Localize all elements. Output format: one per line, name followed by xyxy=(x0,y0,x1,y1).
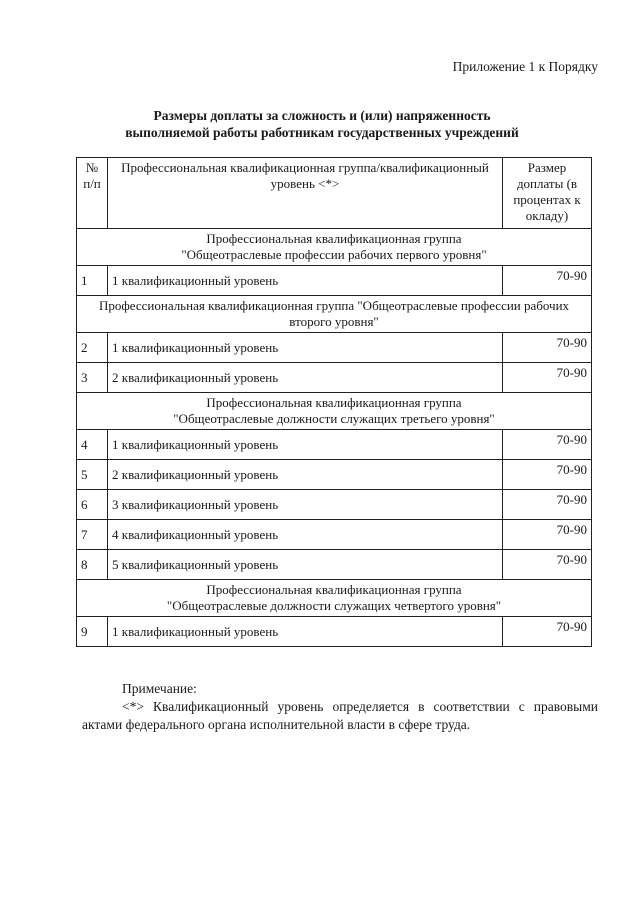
row-number: 7 xyxy=(77,520,108,550)
group-title-line-1: Профессиональная квалификационная группа xyxy=(206,582,462,597)
row-number: 1 xyxy=(77,266,108,296)
row-level: 2 квалификационный уровень xyxy=(108,460,503,490)
group-title-line-1: Профессиональная квалификационная группа "Общеотраслевые профессии рабочих xyxy=(98,298,570,313)
row-rate: 70-90 xyxy=(503,333,592,363)
row-number: 5 xyxy=(77,460,108,490)
row-number: 4 xyxy=(77,430,108,460)
group-title xyxy=(77,393,592,430)
row-number: 6 xyxy=(77,490,108,520)
header-rate: Размер доплаты (в процентах к окладу) xyxy=(503,158,592,229)
group-title-line-2: второго уровня" xyxy=(289,314,379,329)
title-line-2: выполняемой работы работникам государственных учреждений xyxy=(125,125,519,140)
row-number: 3 xyxy=(77,363,108,393)
group-row xyxy=(77,296,592,333)
row-number: 8 xyxy=(77,550,108,580)
row-level: 3 квалификационный уровень xyxy=(108,490,503,520)
table-body xyxy=(77,229,592,647)
group-row xyxy=(77,393,592,430)
group-row xyxy=(77,229,592,266)
row-rate: 70-90 xyxy=(503,363,592,393)
table-row xyxy=(77,520,592,550)
note-text: <*> Квалификационный уровень определяется в соответствии с правовыми актами федерального органа исполнительной власти в сфере труда. xyxy=(82,699,598,732)
row-number: 2 xyxy=(77,333,108,363)
table-row xyxy=(77,490,592,520)
group-title-line-2: "Общеотраслевые должности служащих четвертого уровня" xyxy=(166,598,502,613)
table-row xyxy=(77,460,592,490)
table-row xyxy=(77,617,592,647)
group-title xyxy=(77,580,592,617)
group-title xyxy=(77,296,592,333)
group-title-line-2: "Общеотраслевые профессии рабочих первого уровня" xyxy=(181,247,487,262)
row-rate: 70-90 xyxy=(503,266,592,296)
table-row xyxy=(77,550,592,580)
group-title-line-1: Профессиональная квалификационная группа xyxy=(206,395,462,410)
table-row xyxy=(77,430,592,460)
row-level: 1 квалификационный уровень xyxy=(108,266,503,296)
document-title xyxy=(72,107,572,141)
group-title-line-2: "Общеотраслевые должности служащих третьего уровня" xyxy=(173,411,495,426)
row-level: 5 квалификационный уровень xyxy=(108,550,503,580)
table-row xyxy=(77,363,592,393)
table-header-row xyxy=(77,158,592,229)
row-level: 4 квалификационный уровень xyxy=(108,520,503,550)
row-level: 1 квалификационный уровень xyxy=(108,430,503,460)
row-rate: 70-90 xyxy=(503,490,592,520)
row-rate: 70-90 xyxy=(503,460,592,490)
note-heading: Примечание: xyxy=(122,681,197,696)
row-number: 9 xyxy=(77,617,108,647)
row-level: 1 квалификационный уровень xyxy=(108,617,503,647)
row-level: 1 квалификационный уровень xyxy=(108,333,503,363)
title-line-1: Размеры доплаты за сложность и (или) напряженность xyxy=(153,108,491,123)
row-rate: 70-90 xyxy=(503,550,592,580)
header-number: № п/п xyxy=(77,158,108,229)
group-row xyxy=(77,580,592,617)
appendix-label: Приложение 1 к Порядку xyxy=(452,59,598,74)
group-title-line-1: Профессиональная квалификационная группа xyxy=(206,231,462,246)
row-level: 2 квалификационный уровень xyxy=(108,363,503,393)
row-rate: 70-90 xyxy=(503,617,592,647)
row-rate: 70-90 xyxy=(503,430,592,460)
rates-table xyxy=(76,157,592,647)
table-row xyxy=(77,333,592,363)
table-row xyxy=(77,266,592,296)
row-rate: 70-90 xyxy=(503,520,592,550)
group-title xyxy=(77,229,592,266)
header-group: Профессиональная квалификационная группа/квалификационный уровень <*> xyxy=(108,158,503,229)
